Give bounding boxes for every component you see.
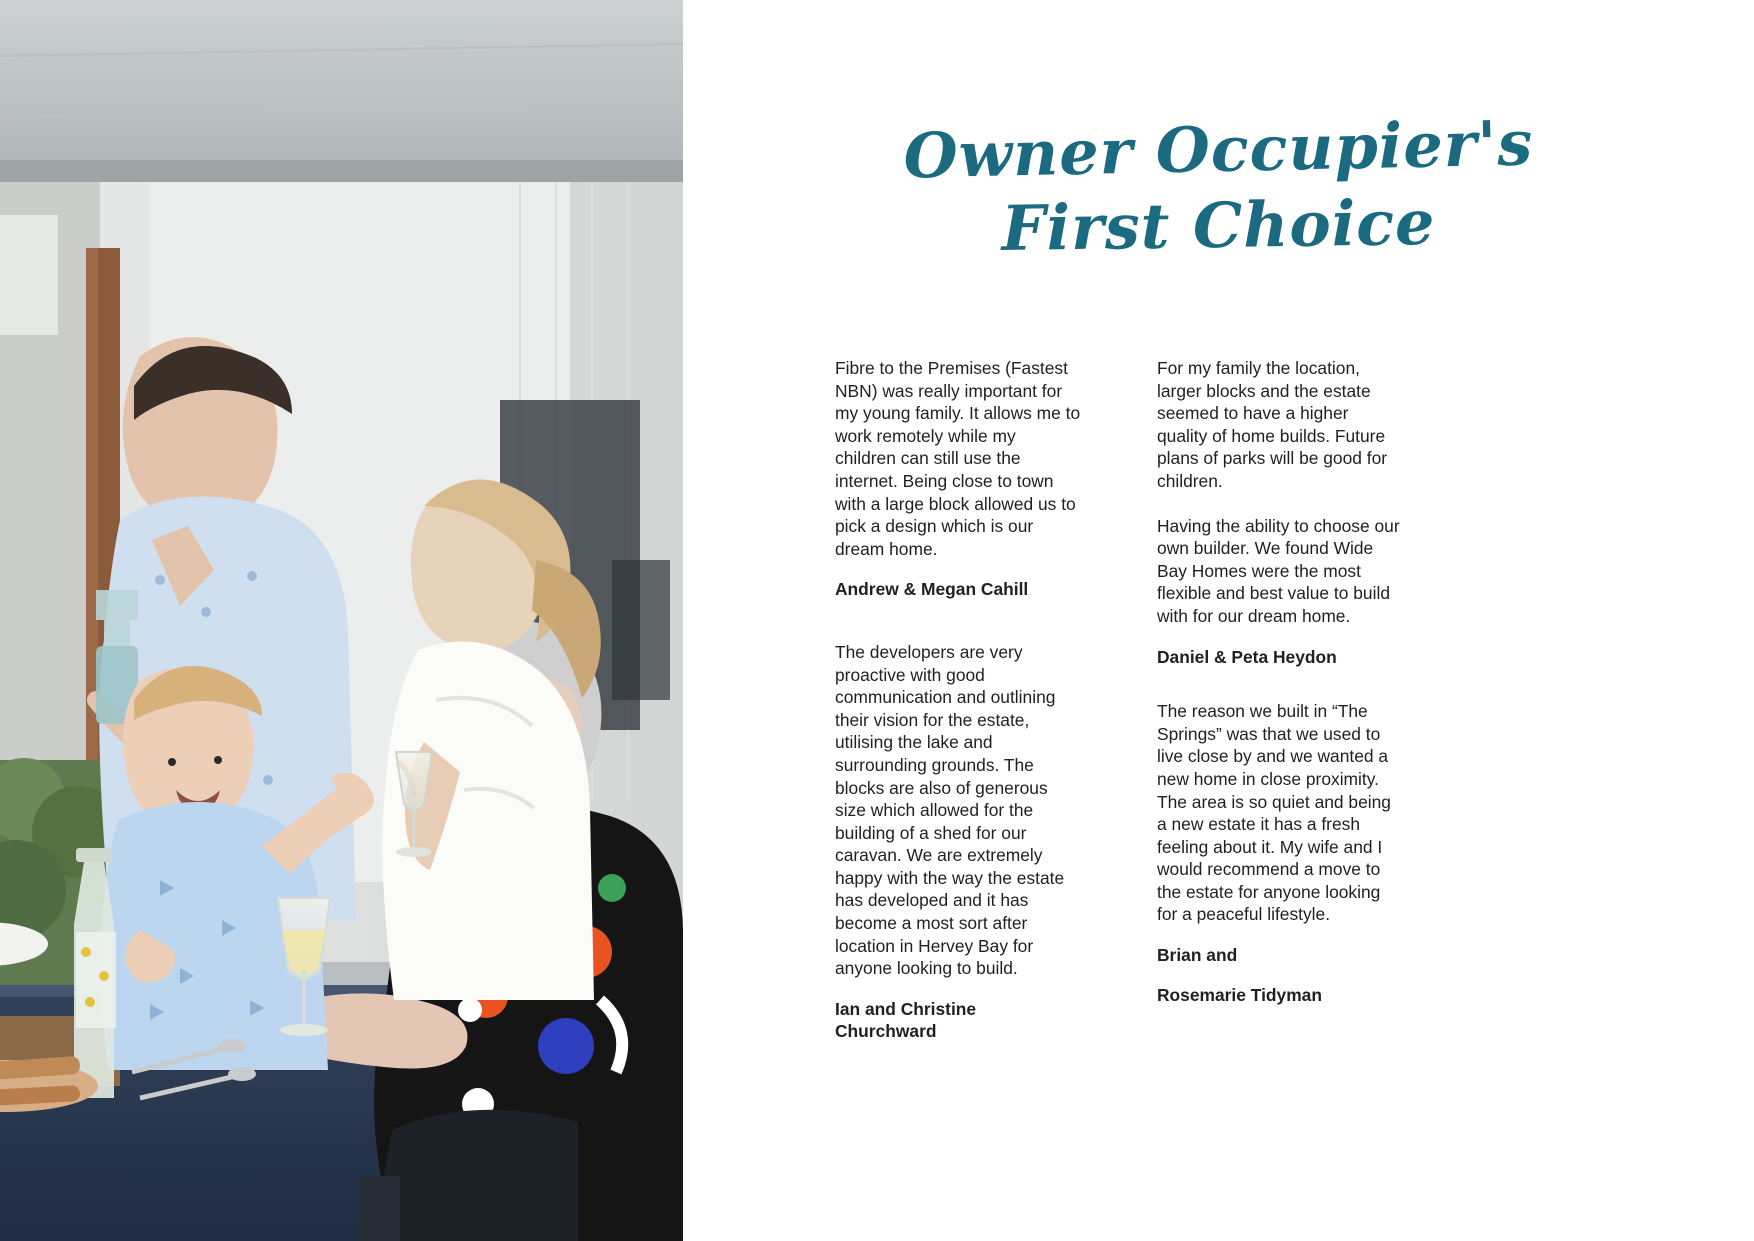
page-title-line-2: First Choice	[1001, 186, 1436, 266]
testimonial-quote: For my family the location, larger blocks and the estate seemed to have a higher quality of home builds. Future plans of parks will be good for children.	[1157, 358, 1388, 491]
testimonial-author: Brian and	[1157, 945, 1238, 966]
testimonial-author: Ian and Christine Churchward	[835, 998, 977, 1042]
family-gathering-photo	[0, 0, 683, 1241]
testimonial-columns	[835, 357, 1635, 1060]
testimonial-quote-continued: Having the ability to choose our own builder. We found Wide Bay Homes were the most flexible and best value to build with for our dream home.	[1157, 515, 1400, 626]
testimonial-column-right	[1157, 357, 1403, 1060]
testimonial-author: Andrew & Megan Cahill	[835, 579, 1029, 600]
page-title	[683, 106, 1754, 266]
testimonial-quote: The reason we built in “The Springs” was that we used to live close by and we wanted a new home in close proximity. The area is so quiet and being a new estate it has a fresh feeling about it. My wife and I would recommend a move to the estate for anyone looking for a peaceful lifestyle.	[1157, 701, 1391, 925]
testimonial-author-line-2: Rosemarie Tidyman	[1157, 985, 1322, 1006]
testimonial-author: Daniel & Peta Heydon	[1157, 646, 1337, 667]
content-panel	[683, 0, 1754, 1241]
testimonial-column-left	[835, 357, 1081, 1060]
testimonial-quote: The developers are very proactive with good communication and outlining their vision for the estate, utilising the lake and surrounding grounds. The blocks are also of generous size which allowed for the building of a shed for our caravan. We are extremely happy with the way the estate has developed and it has become a most sort after location in Hervey Bay for anyone looking to build.	[835, 641, 1065, 979]
photo-illustration	[0, 0, 683, 1241]
testimonial-quote: Fibre to the Premises (Fastest NBN) was really important for my young family. It allows me to work remotely while my children can still use the internet. Being close to town with a large block allowed us to pick a design which is our dream home.	[835, 358, 1081, 559]
page-title-line-1: Owner Occupier's	[902, 106, 1535, 194]
